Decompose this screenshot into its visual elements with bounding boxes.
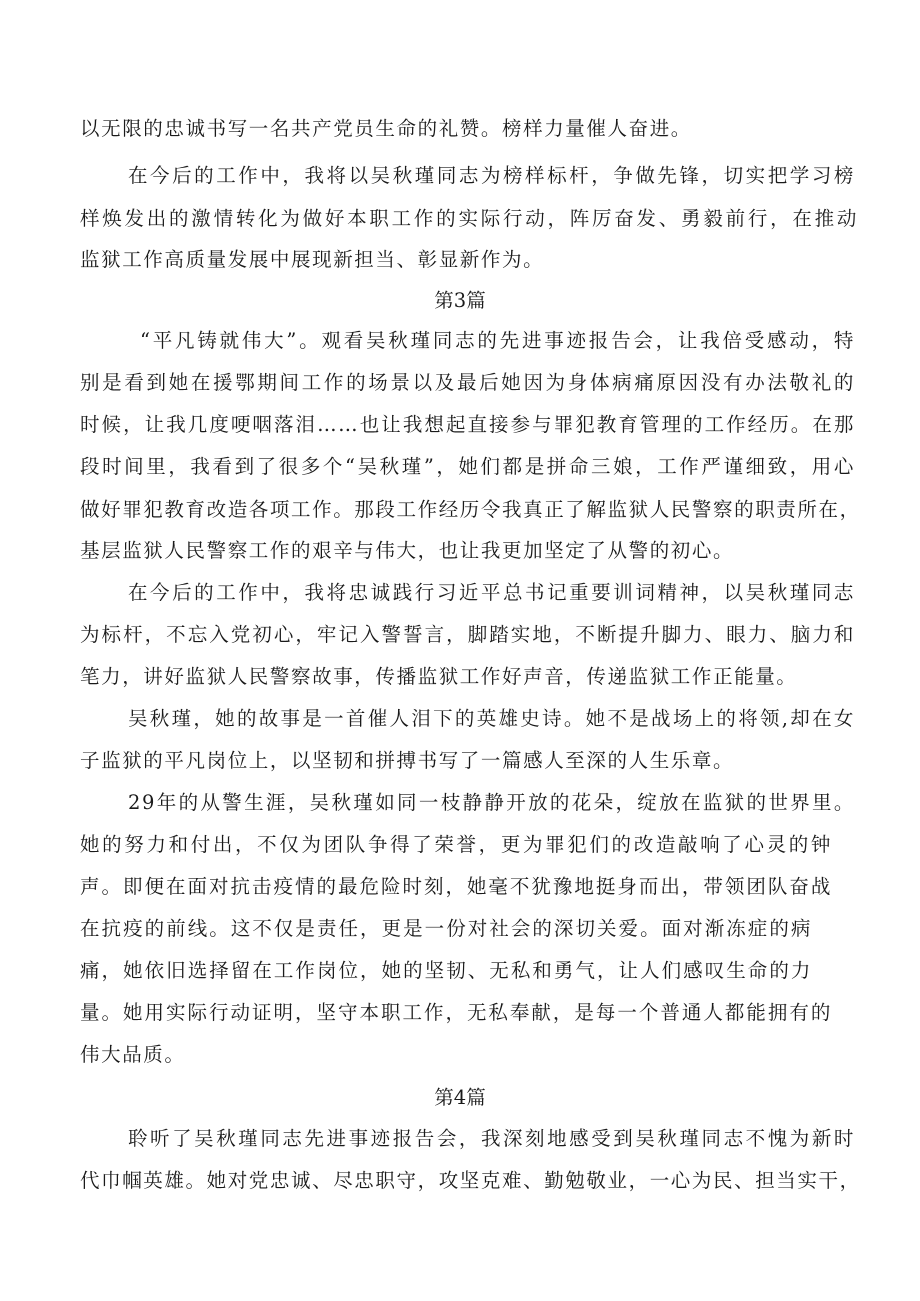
text-line: 监狱工作高质量发展中展现新担当、彰显新作为。 xyxy=(80,248,545,271)
text-line: 量。她用实际行动证明，坚守本职工作，无私奉献，是每一个普通人都能拥有的 xyxy=(80,1001,832,1024)
text-line: 痛，她依旧选择留在工作岗位，她的坚韧、无私和勇气，让人们感叹生命的力 xyxy=(80,959,812,982)
text-line: 为标杆，不忘入党初心，牢记入警誓言，脚踏实地，不断提升脚力、眼力、脑力和 xyxy=(80,623,855,646)
text-line: 29年的从警生涯，吴秋瑾如同一枝静静开放的花朵，绽放在监狱的世界里。 xyxy=(128,791,855,814)
text-line: 以无限的忠诚书写一名共产党员生命的礼赞。榜样力量催人奋进。 xyxy=(80,117,692,140)
text-line: 笔力，讲好监狱人民警察故事，传播监狱工作好声音，传递监狱工作正能量。 xyxy=(80,665,798,688)
text-line: 聆听了吴秋瑾同志先进事迹报告会，我深刻地感受到吴秋瑾同志不愧为新时 xyxy=(128,1127,855,1150)
text-line: 代巾帼英雄。她对党忠诚、尽忠职守，攻坚克难、勤勉敬业，一心为民、担当实干， xyxy=(80,1169,861,1192)
text-line: 子监狱的平凡岗位上，以坚韧和拼搏书写了一篇感人至深的人生乐章。 xyxy=(80,749,735,772)
text-line: 别是看到她在援鄂期间工作的场景以及最后她因为身体病痛原因没有办法敬礼的 xyxy=(80,371,855,394)
text-line: 段时间里，我看到了很多个“吴秋瑾”，她们都是拼命三娘，工作严谨细致，用心 xyxy=(80,455,855,478)
text-line: 做好罪犯教育改造各项工作。那段工作经历令我真正了解监狱人民警察的职责所在， xyxy=(80,498,861,521)
text-line: 样焕发出的激情转化为做好本职工作的实际行动，阵厉奋发、勇毅前行，在推动 xyxy=(80,207,858,230)
section-heading: 第4篇 xyxy=(434,1086,486,1109)
text-line: 吴秋瑾，她的故事是一首催人泪下的英雄史诗。她不是战场上的将领,却在女 xyxy=(128,707,855,730)
text-line: 在今后的工作中，我将以吴秋瑾同志为榜样标杆，争做先锋，切实把学习榜 xyxy=(128,164,855,187)
section-heading: 第3篇 xyxy=(434,289,486,312)
text-line: 在抗疫的前线。这不仅是责任，更是一份对社会的深切关爱。面对渐冻症的病 xyxy=(80,917,812,940)
text-line: 伟大品质。 xyxy=(80,1043,186,1066)
text-line: 在今后的工作中，我将忠诚践行习近平总书记重要训词精神，以吴秋瑾同志 xyxy=(128,581,855,604)
text-line: 时候，让我几度哽咽落泪……也让我想起直接参与罪犯教育管理的工作经历。在那 xyxy=(80,413,855,436)
text-line: 声。即便在面对抗击疫情的最危险时刻，她毫不犹豫地挺身而出，带领团队奋战 xyxy=(80,875,832,898)
text-line: “平凡铸就伟大”。观看吴秋瑾同志的先进事迹报告会，让我倍受感动，特 xyxy=(140,329,855,352)
text-line: 基层监狱人民警察工作的艰辛与伟大，也让我更加坚定了从警的初心。 xyxy=(80,539,735,562)
text-line: 她的努力和付出，不仅为团队争得了荣誉，更为罪犯们的改造敲响了心灵的钟 xyxy=(80,833,832,856)
